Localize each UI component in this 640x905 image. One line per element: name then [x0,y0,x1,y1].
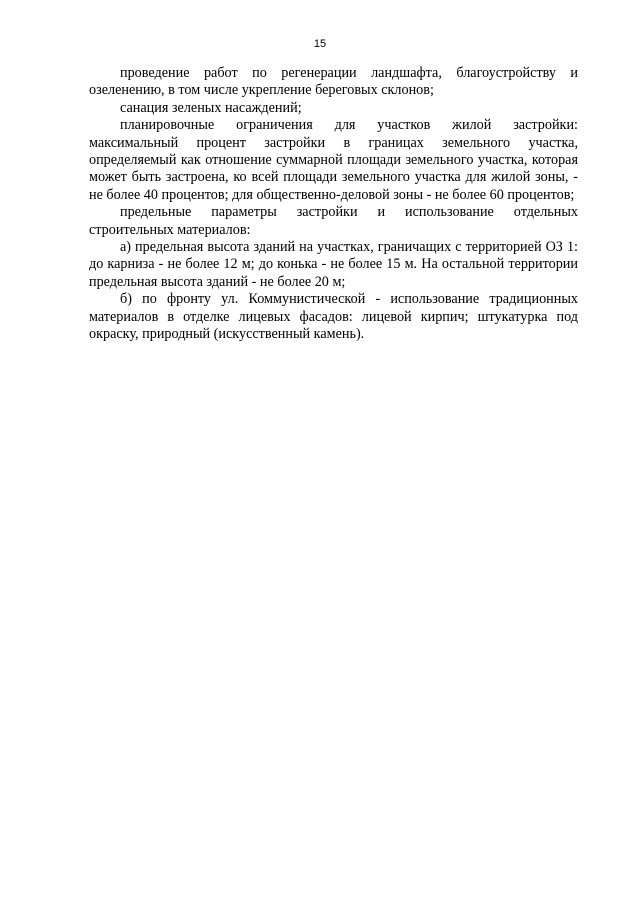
paragraph-height-limits: а) предельная высота зданий на участках, граничащих с территорией ОЗ 1: до карниза - не более 12 м; до конька - не более 15 м. На остальной территории предельная высота зданий - не более 20 м; [89,239,578,290]
paragraph-building-parameters: предельные параметры застройки и использование отдельных строительных материалов: [89,204,578,238]
paragraph-landscape-regeneration: проведение работ по регенерации ландшафта, благоустройству и озеленению, в том числе укрепление береговых склонов; [89,65,578,99]
paragraph-green-sanitation: санация зеленых насаждений; [120,99,302,116]
page-number: 15 [313,38,327,50]
paragraph-facade-materials: б) по фронту ул. Коммунистической - использование традиционных материалов в отделке лицевых фасадов: лицевой кирпич; штукатурка под окраску, природный (искусственный камень). [89,291,578,343]
paragraph-planning-restrictions: планировочные ограничения для участков жилой застройки: максимальный процент застройки в границах земельного участка, определяемый как отношение суммарной площади земельного участка, которая может быть застроена, ко всей площади земельного участка для жилой зоны, - не более 40 процентов; для общественно-деловой зоны - не более 60 процентов; [89,117,578,203]
document-body [89,65,578,344]
